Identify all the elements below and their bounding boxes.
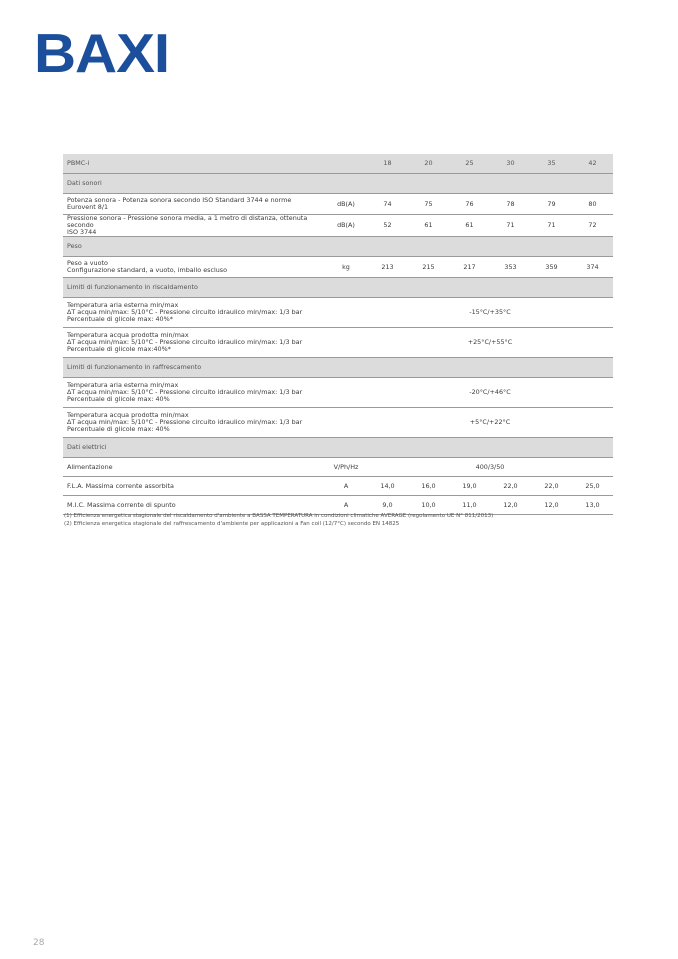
- cell-value: -20°C/+46°C: [367, 378, 613, 408]
- cell-value: 374: [572, 257, 613, 278]
- cell-value: 11,0: [449, 496, 490, 515]
- section-title: Limiti di funzionamento in raffrescamento: [63, 358, 613, 378]
- cell-value: +25°C/+55°C: [367, 328, 613, 358]
- row-unit: A: [325, 477, 367, 496]
- size-35: 35: [531, 154, 572, 174]
- cell-value: 12,0: [490, 496, 531, 515]
- cell-value: 10,0: [408, 496, 449, 515]
- section-title: Limiti di funzionamento in riscaldamento: [63, 278, 613, 298]
- cell-value: 400/3/50: [367, 458, 613, 477]
- section-weight: [63, 237, 613, 257]
- row-label: Potenza sonora - Potenza sonora secondo ISO Standard 3744 e norme Eurovent 8/1: [63, 194, 325, 215]
- row-label: Temperatura acqua prodotta min/max ΔT acqua min/max: 5/10°C - Pressione circuito idraulico min/max: 1/3 bar Percentuale di glicole max: 40%: [63, 408, 325, 438]
- spec-table: [63, 154, 613, 515]
- table-row-sound-power: [63, 194, 613, 215]
- cell-value: 16,0: [408, 477, 449, 496]
- table-row-heat-air: [63, 298, 613, 328]
- size-20: 20: [408, 154, 449, 174]
- baxi-logo: BAXI: [34, 22, 170, 84]
- cell-value: 19,0: [449, 477, 490, 496]
- cell-value: 79: [531, 194, 572, 215]
- section-title: Dati elettrici: [63, 438, 613, 458]
- cell-value: 217: [449, 257, 490, 278]
- size-42: 42: [572, 154, 613, 174]
- row-label: Pressione sonora - Pressione sonora media, a 1 metro di distanza, ottenuta secondo ISO 3744: [63, 215, 325, 237]
- cell-value: 353: [490, 257, 531, 278]
- table-row-supply: [63, 458, 613, 477]
- footnotes: [64, 512, 624, 528]
- cell-value: 215: [408, 257, 449, 278]
- cell-value: 22,0: [490, 477, 531, 496]
- table-row-heat-water: [63, 328, 613, 358]
- cell-value: 75: [408, 194, 449, 215]
- section-cooling-limits: [63, 358, 613, 378]
- cell-value: 22,0: [531, 477, 572, 496]
- row-unit: kg: [325, 257, 367, 278]
- row-label: Temperatura aria esterna min/max ΔT acqua min/max: 5/10°C - Pressione circuito idraulico min/max: 1/3 bar Percentuale di glicole max: 40%: [63, 378, 325, 408]
- size-30: 30: [490, 154, 531, 174]
- table-row-cool-air: [63, 378, 613, 408]
- section-heating-limits: [63, 278, 613, 298]
- size-25: 25: [449, 154, 490, 174]
- page-number: 28: [33, 938, 45, 948]
- row-unit: A: [325, 496, 367, 515]
- model-label: PBMC-i: [63, 154, 325, 174]
- row-label: Alimentazione: [63, 458, 325, 477]
- cell-value: 78: [490, 194, 531, 215]
- section-electrical: [63, 438, 613, 458]
- cell-value: 359: [531, 257, 572, 278]
- row-label: Temperatura aria esterna min/max ΔT acqua min/max: 5/10°C - Pressione circuito idraulico min/max: 1/3 bar Percentuale di glicole max: 40%*: [63, 298, 325, 328]
- cell-value: 72: [572, 215, 613, 237]
- row-label: F.L.A. Massima corrente assorbita: [63, 477, 325, 496]
- row-unit: dB(A): [325, 215, 367, 237]
- cell-value: 74: [367, 194, 408, 215]
- footnote-2: (2) Efficienza energetica stagionale del raffrescamento d'ambiente per applicazioni a Fan coil (12/7°C) secondo EN 14825: [64, 521, 400, 527]
- cell-value: 13,0: [572, 496, 613, 515]
- row-label: Temperatura acqua prodotta min/max ΔT acqua min/max: 5/10°C - Pressione circuito idraulico min/max: 1/3 bar Percentuale di glicole max:40%*: [63, 328, 325, 358]
- size-18: 18: [367, 154, 408, 174]
- table-row-cool-water: [63, 408, 613, 438]
- table-row-fla: [63, 477, 613, 496]
- section-sound: [63, 174, 613, 194]
- cell-value: 9,0: [367, 496, 408, 515]
- row-label: M.I.C. Massima corrente di spunto: [63, 496, 325, 515]
- cell-value: +5°C/+22°C: [367, 408, 613, 438]
- section-title: Peso: [63, 237, 613, 257]
- cell-value: 14,0: [367, 477, 408, 496]
- row-unit: dB(A): [325, 194, 367, 215]
- cell-value: 12,0: [531, 496, 572, 515]
- row-unit: V/Ph/Hz: [325, 458, 367, 477]
- cell-value: 25,0: [572, 477, 613, 496]
- cell-value: -15°C/+35°C: [367, 298, 613, 328]
- cell-value: 61: [408, 215, 449, 237]
- cell-value: 71: [531, 215, 572, 237]
- section-title: Dati sonori: [63, 174, 613, 194]
- cell-value: 52: [367, 215, 408, 237]
- footnote-1: (1) Efficienza energetica stagionale del riscaldamento d'ambiente a BASSA TEMPERATURA in condizioni climatiche AVERAGE (regolamento UE N° 811/2013): [64, 513, 494, 519]
- cell-value: 71: [490, 215, 531, 237]
- cell-value: 80: [572, 194, 613, 215]
- row-label: Peso a vuoto Configurazione standard, a vuoto, imballo escluso: [63, 257, 325, 278]
- cell-value: 76: [449, 194, 490, 215]
- cell-value: 213: [367, 257, 408, 278]
- table-row-sound-pressure: [63, 215, 613, 237]
- table-row-empty-weight: [63, 257, 613, 278]
- cell-value: 61: [449, 215, 490, 237]
- table-header-row: [63, 154, 613, 174]
